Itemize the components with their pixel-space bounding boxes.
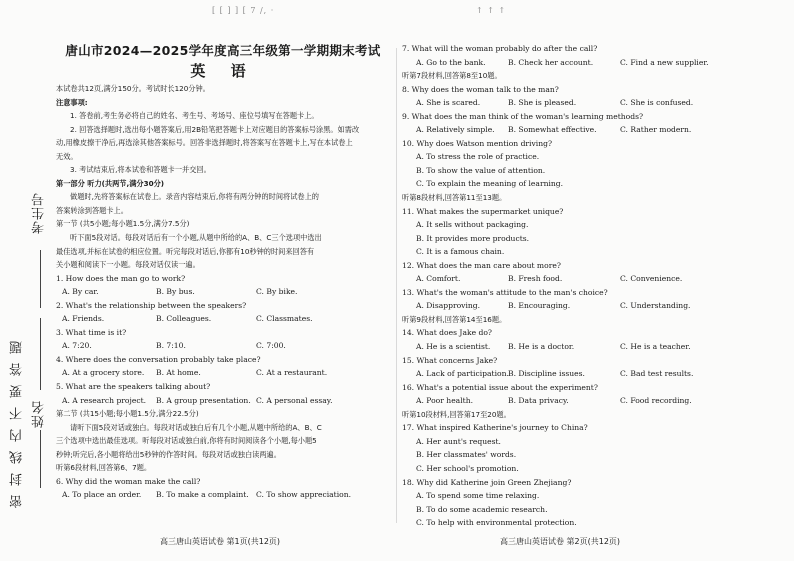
options-2 [56, 312, 390, 326]
question-5: 5. What are the speakers talking about? [56, 382, 211, 392]
listen-6-note: 听第6段材料,回答第6、7题。 [56, 463, 152, 473]
listening-note: 听第9段材料,回答第14至16题。 [402, 314, 507, 324]
options-row [402, 394, 782, 408]
seal-line-text: 密封线内不要答题 [10, 332, 25, 508]
page-2-footer: 高三唐山英语试卷 第2页(共12页) [500, 537, 621, 546]
name-label: 姓名 [32, 400, 47, 428]
option-a: A. Relatively simple. [416, 125, 495, 135]
option-line: C. To explain the meaning of learning. [416, 179, 564, 189]
option-line: C. To help with environmental protection. [416, 518, 577, 528]
option-b: B. To make a complaint. [156, 490, 249, 500]
option-c: C. Find a new supplier. [620, 57, 709, 67]
option-c: C. At a restaurant. [256, 368, 328, 378]
page-1-footer: 高三唐山英语试卷 第1页(共12页) [160, 537, 281, 546]
option-a: A. Go to the bank. [416, 57, 486, 67]
exam-number-label: 考生号 [32, 192, 47, 234]
option-a: A. Disapproving. [416, 301, 481, 311]
options-row [402, 96, 782, 110]
listening-note: 听第8段材料,回答第11至13题。 [402, 193, 507, 203]
question-6: 6. Why did the woman make the call? [56, 476, 201, 486]
question-3: 3. What time is it? [56, 327, 127, 337]
option-c: C. He is a teacher. [620, 342, 691, 352]
option-line: A. Her aunt's request. [416, 436, 501, 446]
option-b: B. 7:10. [156, 341, 186, 351]
question: 8. Why does the woman talk to the man? [402, 84, 559, 94]
binding-line [40, 318, 41, 390]
section1-intro-line: 听下面5段对话。每段对话后有一个小题,从题中所给的A、B、C三个选项中选出 [70, 233, 322, 243]
name-line [40, 430, 41, 488]
option-a: A. She is scared. [416, 98, 481, 108]
question: 12. What does the man care about more? [402, 260, 561, 270]
question: 14. What does Jake do? [402, 328, 493, 338]
option-b: B. Somewhat effective. [508, 125, 597, 135]
option-line: B. To do some academic research. [416, 504, 548, 514]
option-c: C. Understanding. [620, 301, 691, 311]
option-b: B. Fresh food. [508, 274, 563, 284]
option-c: C. Convenience. [620, 274, 683, 284]
exam-intro: 本试卷共12页,满分150分。考试时长120分钟。 [56, 84, 210, 93]
question: 17. What inspired Katherine's journey to China? [402, 423, 588, 433]
option-b: B. He is a doctor. [508, 342, 575, 352]
option-a: A. At a grocery store. [62, 368, 145, 378]
question: 10. Why does Watson mention driving? [402, 138, 553, 148]
question: 9. What does the man think of the woman's learning methods? [402, 111, 644, 121]
question-4: 4. Where does the conversation probably take place? [56, 354, 261, 364]
listening-note: 听第10段材料,回答第17至20题。 [402, 409, 511, 419]
question: 11. What makes the supermarket unique? [402, 206, 564, 216]
option-line: B. It provides more products. [416, 233, 530, 243]
question: 13. What's the woman's attitude to the man's choice? [402, 287, 608, 297]
option-a: A. A research project. [62, 395, 147, 405]
part1-intro-line: 答案转涂到答题卡上。 [56, 205, 128, 215]
note-line: 3. 考试结束后,将本试卷和答题卡一并交回。 [70, 165, 211, 175]
notes-heading: 注意事项: [56, 97, 88, 107]
options-1 [56, 285, 390, 299]
option-c: C. Classmates. [256, 314, 313, 324]
page-1 [56, 42, 390, 502]
option-c: C. By bike. [256, 287, 298, 297]
listening-note: 听第7段材料,回答第8至10题。 [402, 71, 502, 81]
option-a: A. He is a scientist. [416, 342, 491, 352]
scan-mark-right: ↑ ↑ ↑ [476, 6, 507, 15]
option-b: B. By bus. [156, 287, 195, 297]
option-line: A. It sells without packaging. [416, 220, 529, 230]
option-b: B. Discipline issues. [508, 369, 585, 379]
option-c: C. A personal essay. [256, 395, 333, 405]
options-row [402, 340, 782, 354]
option-c: C. Bad test results. [620, 369, 694, 379]
options-4 [56, 366, 390, 380]
section2-heading: 第二节 (共15小题;每小题1.5分,满分22.5分) [56, 409, 199, 419]
options-row [402, 272, 782, 286]
question-2: 2. What's the relationship between the speakers? [56, 300, 247, 310]
option-c: C. 7:00. [256, 341, 286, 351]
option-a: A. To place an order. [62, 490, 142, 500]
scan-mark-left: [ [ ] ] [ 7 /, · [212, 6, 275, 15]
option-a: A. Friends. [62, 314, 105, 324]
section2-intro-line: 请听下面5段对话或独白。每段对话或独白后有几个小题,从题中所给的A、B、C [70, 422, 322, 432]
section1-intro-line: 最佳选项,并标在试卷的相应位置。听完每段对话后,你都有10秒钟的时间来回答有 [56, 246, 315, 256]
option-b: B. At home. [156, 368, 201, 378]
options-row [402, 367, 782, 381]
option-line: A. To spend some time relaxing. [416, 491, 540, 501]
option-line: A. To stress the role of practice. [416, 152, 540, 162]
section1-heading: 第一节 (共5小题;每小题1.5分,满分7.5分) [56, 219, 190, 229]
option-c: C. To show appreciation. [256, 490, 352, 500]
note-line: 动,用橡皮擦干净后,再选涂其他答案标号。回答非选择题时,将答案写在答题卡上,写在本试卷上 [56, 138, 353, 148]
option-b: B. Encouraging. [508, 301, 571, 311]
option-c: C. Food recording. [620, 396, 692, 406]
option-b: B. Data privacy. [508, 396, 569, 406]
note-line: 2. 回答选择题时,选出每小题答案后,用2B铅笔把答题卡上对应题目的答案标号涂黑。如需改 [70, 124, 360, 134]
options-row [402, 123, 782, 137]
option-line: B. Her classmates' words. [416, 450, 517, 460]
note-line: 1. 答卷前,考生务必将自己的姓名、考生号、考场号、座位号填写在答题卡上。 [70, 111, 319, 121]
option-line: C. It is a famous chain. [416, 247, 505, 257]
options-5 [56, 394, 390, 408]
option-line: C. Her school's promotion. [416, 463, 519, 473]
exam-number-line [40, 250, 41, 308]
options-row [402, 56, 782, 70]
option-b: B. She is pleased. [508, 98, 577, 108]
exam-title: 唐山市2024—2025学年度高三年级第一学期期末考试 [65, 43, 381, 58]
question: 15. What concerns Jake? [402, 355, 498, 365]
section1-intro-line: 关小题和阅读下一小题。每段对话仅读一遍。 [56, 260, 200, 270]
option-c: C. Rather modern. [620, 125, 692, 135]
page-divider [396, 48, 397, 523]
subject-title: 英 语 [190, 62, 256, 80]
section2-intro-line: 三个选项中选出最佳选项。听每段对话或独白前,你将有时间阅读各个小题,每小题5 [56, 436, 317, 446]
option-a: A. Lack of participation. [416, 369, 509, 379]
options-row [402, 299, 782, 313]
note-line: 无效。 [56, 151, 78, 161]
question: 16. What's a potential issue about the experiment? [402, 382, 598, 392]
question: 18. Why did Katherine join Green Zhejiang? [402, 477, 572, 487]
option-b: B. A group presentation. [156, 395, 251, 405]
option-line: B. To show the value of attention. [416, 165, 546, 175]
option-a: A. Comfort. [416, 274, 461, 284]
part1-intro-line: 做题时,先将答案标在试卷上。录音内容结束后,你将有两分钟的时间将试卷上的 [70, 192, 319, 202]
page-2 [402, 42, 782, 530]
option-a: A. Poor health. [416, 396, 473, 406]
options-3 [56, 339, 390, 353]
question-1: 1. How does the man go to work? [56, 273, 186, 283]
question: 7. What will the woman probably do after the call? [402, 44, 598, 53]
part1-heading: 第一部分 听力(共两节,满分30分) [56, 178, 165, 188]
option-a: A. 7:20. [62, 341, 92, 351]
option-b: B. Colleagues. [156, 314, 212, 324]
options-6 [56, 488, 390, 502]
option-a: A. By car. [62, 287, 99, 297]
binding-margin [0, 0, 54, 561]
option-b: B. Check her account. [508, 57, 594, 67]
section2-intro-line: 秒钟;听完后,各小题将给出5秒钟的作答时间。每段对话或独白读两遍。 [56, 449, 281, 459]
option-c: C. She is confused. [620, 98, 694, 108]
